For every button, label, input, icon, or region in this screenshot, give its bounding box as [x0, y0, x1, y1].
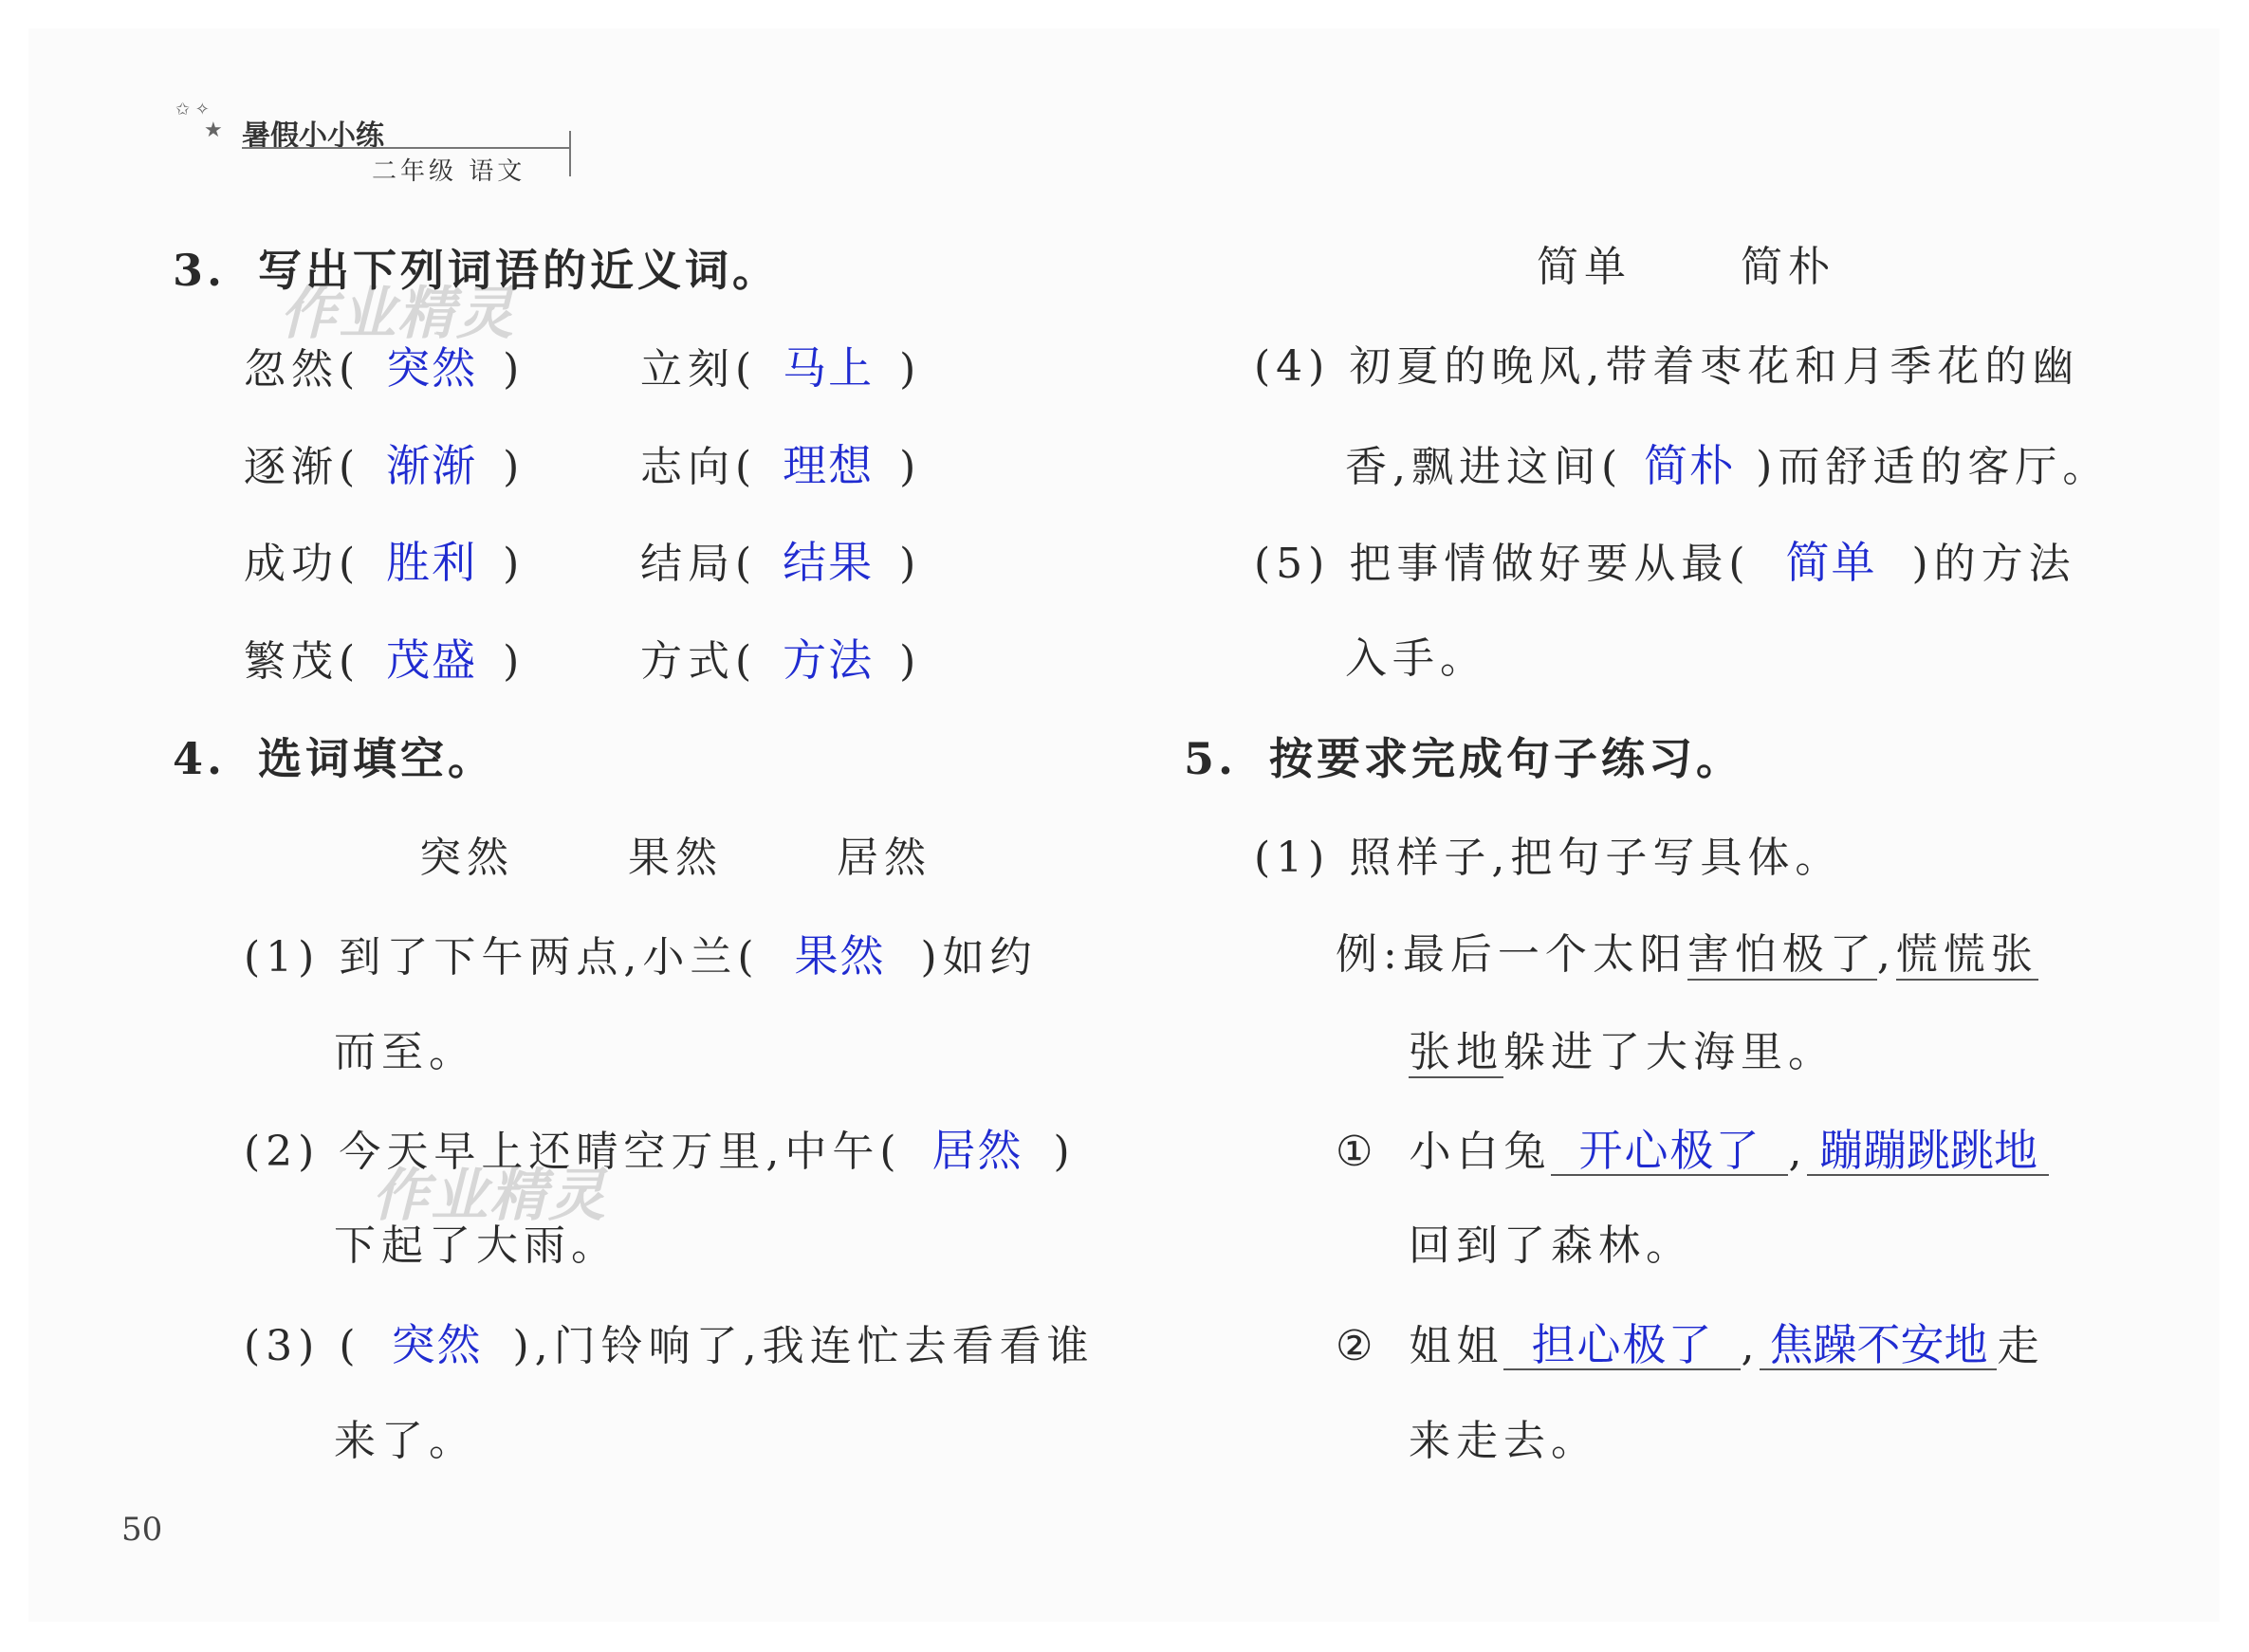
q5-number: 5.	[1184, 733, 1238, 784]
q4-sentence-1	[244, 930, 1038, 982]
sentence-text: ),门铃响了,我连忙去看看谁	[512, 1322, 1095, 1370]
q4-sentence-4-line2	[1345, 440, 2111, 491]
example-underline-1: 害怕极了	[1687, 930, 1877, 979]
q3-item: 结局( 结果 )	[640, 537, 922, 588]
q3-answer: 方法	[783, 634, 875, 686]
workbook-page	[28, 28, 2220, 1622]
q3-answer: 突然	[386, 342, 478, 394]
q4-sentence-3	[244, 1319, 1095, 1370]
star-decoration-icon: ★	[204, 119, 223, 142]
q4-sentence-3-line2: 来了。	[334, 1417, 476, 1465]
logo-underline	[242, 147, 569, 149]
q3-item: 立刻( 马上 )	[640, 342, 922, 394]
example-text: 例:最后一个太阳	[1336, 930, 1687, 979]
q5-heading	[1184, 733, 1744, 784]
logo-subtitle: 二年级 语文	[372, 157, 526, 186]
q3-item: 逐渐( 渐渐 )	[244, 440, 525, 491]
q4-word-options	[419, 834, 931, 882]
q3-word: 立刻	[640, 345, 735, 394]
q4-sentence-2-line2: 下起了大雨。	[334, 1221, 618, 1270]
q5-title: 按要求完成句子练习。	[1269, 733, 1744, 784]
sentence-text: )的方法	[1911, 540, 2076, 588]
sentence-text: 到了下午两点,小兰(	[339, 933, 760, 982]
q5-example-line2	[1409, 1028, 1835, 1076]
q4-option: 居然	[837, 834, 931, 882]
logo-divider	[569, 131, 571, 176]
sentence-text: (	[339, 1322, 361, 1370]
sentence-text: 照样子,把句子写具体。	[1349, 834, 1843, 882]
exercise-text: ,	[1741, 1322, 1760, 1370]
exercise-text: ,	[1788, 1128, 1808, 1176]
q3-word: 志向	[640, 443, 735, 491]
q3-item: 志向( 理想 )	[640, 440, 922, 491]
q3-word: 繁茂	[244, 637, 339, 686]
q5-answer-1b: 蹦蹦跳跳地	[1807, 1129, 2049, 1176]
sentence-text: 把事情做好要从最(	[1349, 540, 1751, 588]
q3-number: 3.	[173, 245, 227, 296]
q5-exercise-1	[1336, 1125, 2049, 1176]
q3-item: 繁茂( 茂盛 )	[244, 634, 525, 686]
sentence-text: )	[1053, 1128, 1076, 1176]
q3-title: 写出下列词语的近义词。	[258, 245, 781, 296]
q3-word: 成功	[244, 540, 339, 588]
circled-number: ①	[1336, 1128, 1379, 1176]
q5-answer-2b: 焦躁不安地	[1760, 1323, 1997, 1370]
q3-answer: 渐渐	[386, 440, 478, 491]
q5-answer-2a: 担心极了	[1503, 1323, 1741, 1370]
q3-word: 逐渐	[244, 443, 339, 491]
q4-answer-4: 简朴	[1644, 440, 1736, 491]
q4-sentence-1-line2: 而至。	[334, 1028, 476, 1076]
q3-item: 忽然( 突然 )	[244, 342, 525, 394]
sentence-label: (2)	[244, 1128, 321, 1176]
q4-option: 突然	[419, 834, 514, 882]
q5-exercise-1-line2: 回到了森林。	[1409, 1221, 1693, 1270]
watermark: 作业精灵	[280, 281, 515, 347]
exercise-text: 姐姐	[1409, 1322, 1504, 1370]
sentence-text: )如约	[920, 933, 1038, 982]
q4-option: 果然	[628, 834, 723, 882]
sentence-text: 香,飘进这间(	[1345, 443, 1624, 491]
q5-sub-1	[1254, 834, 1843, 882]
q3-item: 成功( 胜利 )	[244, 537, 525, 588]
q4-sentence-5-line2: 入手。	[1345, 634, 1487, 683]
q4-sentence-2	[244, 1125, 1076, 1176]
sentence-label: (1)	[244, 933, 321, 982]
q3-answer: 胜利	[386, 537, 478, 588]
q4-answer-5: 简单	[1785, 537, 1877, 588]
q4b-word-options	[1537, 243, 1835, 291]
sentence-label: (4)	[1254, 342, 1331, 391]
watermark: 作业精灵	[372, 1163, 607, 1229]
example-text: 躲进了大海里。	[1503, 1028, 1835, 1076]
sentence-text: 初夏的晚风,带着枣花和月季花的幽	[1349, 342, 2080, 391]
q5-exercise-2	[1336, 1319, 2045, 1370]
q4-answer-1: 果然	[794, 930, 886, 982]
q5-answer-1a: 开心极了	[1551, 1129, 1788, 1176]
q4-sentence-4	[1254, 342, 2080, 391]
q3-word: 结局	[640, 540, 735, 588]
sentence-label: (5)	[1254, 540, 1331, 588]
q4-sentence-5	[1254, 537, 2076, 588]
sentence-label: (3)	[244, 1322, 321, 1370]
q3-answer: 茂盛	[386, 634, 478, 686]
q5-exercise-2-line2: 来走去。	[1409, 1417, 1598, 1465]
q4-answer-2: 居然	[931, 1125, 1023, 1176]
q3-heading	[173, 245, 781, 296]
sentence-text: 今天早上还晴空万里,中午(	[339, 1128, 902, 1176]
exercise-text: 走	[1997, 1322, 2045, 1370]
page-number: 50	[121, 1511, 163, 1549]
example-text: ,	[1876, 930, 1896, 979]
q4-title: 选词填空。	[258, 733, 496, 784]
q4b-option: 简单	[1537, 243, 1631, 291]
q4-heading	[173, 733, 496, 784]
q4-number: 4.	[173, 733, 227, 784]
q3-word: 忽然	[244, 345, 339, 394]
q3-item: 方式( 方法 )	[640, 634, 922, 686]
q5-example	[1336, 930, 2038, 979]
q3-answer: 马上	[783, 342, 875, 394]
q3-answer: 结果	[783, 537, 875, 588]
logo-title: 暑假小小练	[242, 119, 384, 153]
circled-number: ②	[1336, 1322, 1379, 1370]
q4-answer-3: 突然	[391, 1319, 483, 1370]
q3-answer: 理想	[783, 440, 875, 491]
example-underline-2b: 张地	[1409, 1028, 1503, 1076]
exercise-text: 小白兔	[1409, 1128, 1552, 1176]
star-decoration-icon: ✩ ✧	[175, 100, 210, 119]
example-underline-2: 慌慌张	[1895, 930, 2038, 979]
q3-word: 方式	[640, 637, 735, 686]
q4b-option: 简朴	[1741, 243, 1835, 291]
sentence-label: (1)	[1254, 834, 1331, 882]
sentence-text: )而舒适的客厅。	[1756, 443, 2111, 491]
